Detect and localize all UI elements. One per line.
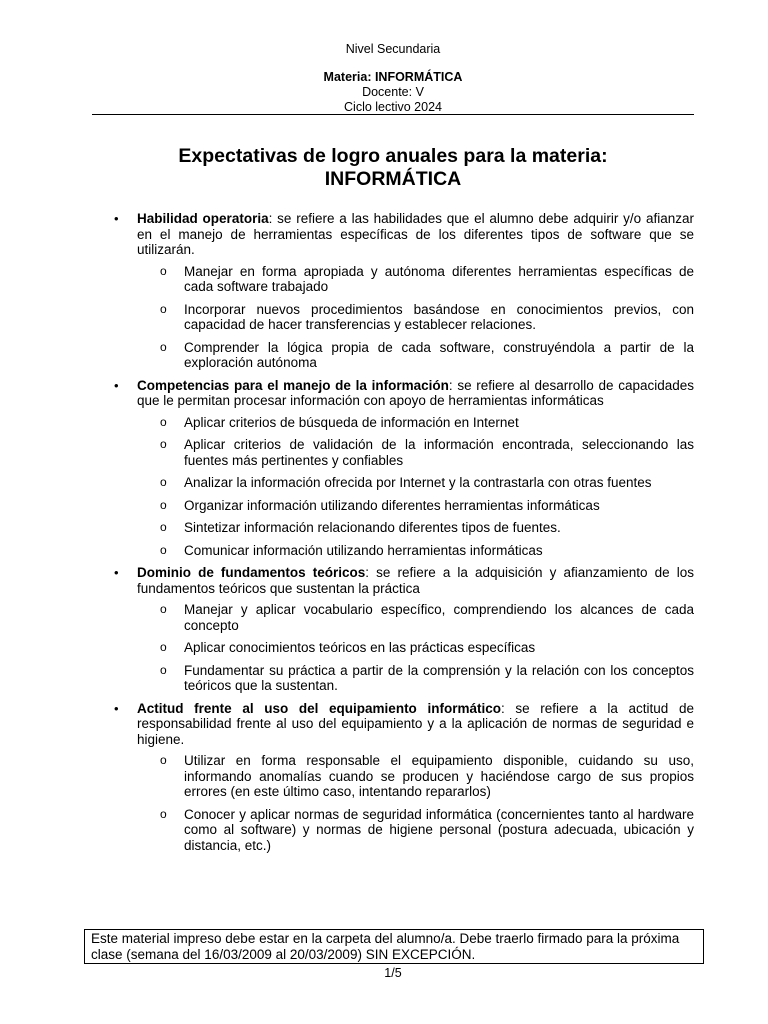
list-item bbox=[137, 437, 694, 468]
expectation-section bbox=[92, 378, 694, 559]
header-divider bbox=[92, 114, 694, 115]
list-item bbox=[137, 663, 694, 694]
circle-bullet-icon: o bbox=[160, 263, 167, 278]
sub-list bbox=[137, 753, 694, 853]
list-item-text: Manejar y aplicar vocabulario específico, comprendiendo los alcances de cada concepto bbox=[184, 602, 694, 633]
sub-list bbox=[137, 264, 694, 371]
level-label: Nivel Secundaria bbox=[345, 42, 441, 56]
expectation-section bbox=[92, 211, 694, 371]
section-paragraph bbox=[137, 211, 694, 258]
list-item bbox=[137, 520, 694, 536]
section-paragraph bbox=[137, 378, 694, 409]
circle-bullet-icon: o bbox=[160, 662, 167, 677]
circle-bullet-icon: o bbox=[160, 497, 167, 512]
bullet-icon: • bbox=[114, 377, 119, 393]
expectation-section bbox=[92, 701, 694, 854]
list-item-text: Organizar información utilizando diferentes herramientas informáticas bbox=[184, 497, 600, 513]
list-item bbox=[137, 302, 694, 333]
teacher-label: Docente: V bbox=[362, 85, 424, 99]
circle-bullet-icon: o bbox=[160, 414, 167, 429]
circle-bullet-icon: o bbox=[160, 602, 167, 616]
list-item bbox=[137, 807, 694, 854]
page-title bbox=[92, 145, 694, 191]
list-item bbox=[137, 415, 694, 431]
section-description: : se refiere a la actitud de responsabilidad frente al uso del equipamiento y a la aplicación de normas de seguridad e higiene. bbox=[137, 700, 694, 747]
list-item-text: Analizar la información ofrecida por Internet y la contrastarla con otras fuentes bbox=[184, 475, 652, 490]
list-item-text: Comunicar información utilizando herramientas informáticas bbox=[184, 542, 543, 558]
sub-list bbox=[137, 415, 694, 559]
expectations-list bbox=[92, 211, 694, 860]
list-item-text: Utilizar en forma responsable el equipamiento disponible, cuidando su uso, informando anomalías cuando se producen y haciéndose cargo de sus propios errores (en este último caso, intentando repararlos) bbox=[184, 753, 694, 799]
list-item bbox=[137, 475, 694, 491]
title-line-1: Expectativas de logro anuales para la materia: bbox=[178, 145, 608, 167]
list-item-text: Aplicar conocimientos teóricos en las prácticas específicas bbox=[184, 640, 536, 655]
cycle-label: Ciclo lectivo 2024 bbox=[344, 100, 442, 114]
list-item-text: Sintetizar información relacionando diferentes tipos de fuentes. bbox=[184, 520, 561, 535]
subject-label: Materia: INFORMÁTICA bbox=[323, 70, 463, 84]
list-item bbox=[137, 340, 694, 371]
list-item bbox=[137, 498, 694, 514]
list-item bbox=[137, 640, 694, 656]
section-description: : se refiere al desarrollo de capacidades que le permitan procesar información con apoyo de herramientas informáticas bbox=[137, 377, 695, 408]
list-item bbox=[137, 543, 694, 559]
document-header bbox=[92, 42, 694, 115]
list-item-text: Fundamentar su práctica a partir de la comprensión y la relación con los conceptos teóricos que la sustentan. bbox=[184, 662, 694, 693]
section-term: Dominio de fundamentos teóricos bbox=[137, 565, 366, 580]
circle-bullet-icon: o bbox=[160, 640, 167, 654]
list-item bbox=[137, 602, 694, 633]
circle-bullet-icon: o bbox=[160, 520, 167, 534]
circle-bullet-icon: o bbox=[160, 542, 167, 557]
list-item-text: Incorporar nuevos procedimientos basándose en conocimientos previos, con capacidad de hacer transferencias y establecer relaciones. bbox=[184, 301, 694, 332]
circle-bullet-icon: o bbox=[160, 753, 167, 767]
list-item-text: Conocer y aplicar normas de seguridad informática (concernientes tanto al hardware como al software) y normas de higiene personal (postura adecuada, ubicación y distancia, etc.) bbox=[184, 806, 694, 853]
list-item-text: Aplicar criterios de validación de la información encontrada, seleccionando las fuentes más pertinentes y confiables bbox=[184, 437, 694, 468]
section-paragraph bbox=[137, 565, 694, 596]
section-description: : se refiere a las habilidades que el alumno debe adquirir y/o afianzar en el manejo de herramientas específicas de los diferentes tipos de software que se utilizarán. bbox=[137, 211, 694, 257]
bullet-icon: • bbox=[114, 700, 119, 716]
circle-bullet-icon: o bbox=[160, 339, 167, 354]
list-item bbox=[137, 264, 694, 295]
list-item-text: Comprender la lógica propia de cada software, construyéndola a partir de la exploración autónoma bbox=[184, 339, 694, 370]
page-number: 1/5 bbox=[384, 966, 402, 980]
section-term: Competencias para el manejo de la información bbox=[137, 377, 449, 393]
circle-bullet-icon: o bbox=[160, 437, 167, 451]
section-term: Habilidad operatoria bbox=[137, 211, 269, 226]
section-description: : se refiere a la adquisición y afianzamiento de los fundamentos teóricos que sustentan la práctica bbox=[137, 565, 694, 596]
circle-bullet-icon: o bbox=[160, 475, 167, 489]
list-item-text: Manejar en forma apropiada y autónoma diferentes herramientas específicas de cada software trabajado bbox=[184, 263, 694, 294]
sub-list bbox=[137, 602, 694, 694]
section-paragraph bbox=[137, 701, 694, 748]
section-term: Actitud frente al uso del equipamiento informático bbox=[137, 700, 501, 716]
notice-box: Este material impreso debe estar en la carpeta del alumno/a. Debe traerlo firmado para la próxima clase (semana del 16/03/2009 al 20/03/2009) SIN EXCEPCIÓN. bbox=[84, 929, 704, 964]
title-line-2: INFORMÁTICA bbox=[324, 168, 462, 190]
bullet-icon: • bbox=[114, 565, 119, 580]
bullet-icon: • bbox=[114, 211, 119, 226]
expectation-section bbox=[92, 565, 694, 694]
circle-bullet-icon: o bbox=[160, 806, 167, 821]
list-item bbox=[137, 753, 694, 800]
list-item-text: Aplicar criterios de búsqueda de información en Internet bbox=[184, 414, 519, 430]
circle-bullet-icon: o bbox=[160, 301, 167, 316]
